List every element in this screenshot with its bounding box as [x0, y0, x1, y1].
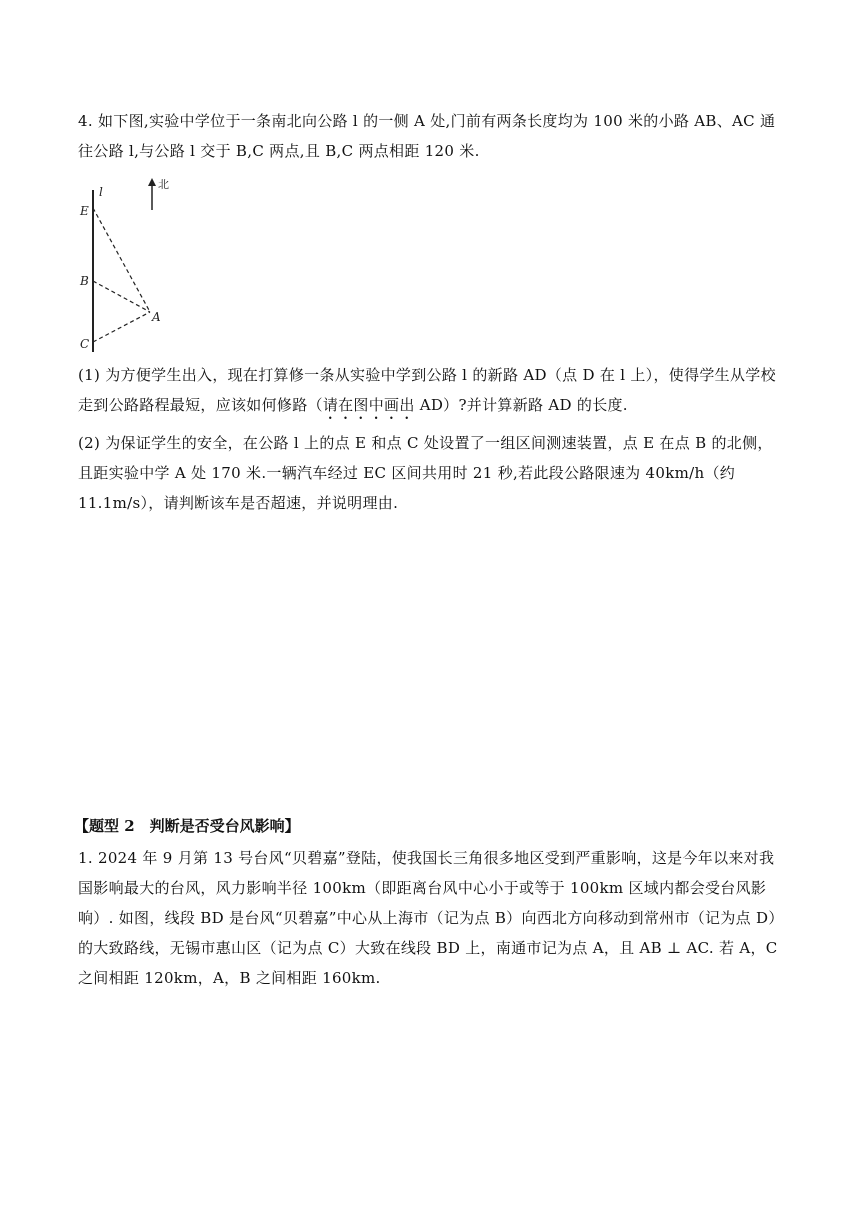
- segment-EA: [93, 208, 150, 312]
- q1-text-a: (1) 为方便学生出入，现在打算修一条从实验中学到公路 l 的新路 AD（点 D 在 l 上），使得学生从学校走到公路路程最短，应该如何修路（: [78, 366, 776, 414]
- north-arrow-icon: [148, 178, 156, 186]
- label-E: E: [80, 204, 89, 218]
- label-C: C: [80, 337, 90, 351]
- label-north: 北: [158, 178, 169, 191]
- q1-dotted-emphasis: 请在图中画出: [322, 396, 415, 414]
- label-B: B: [80, 274, 89, 288]
- section-2-heading: 【题型 2 判断是否受台风影响】: [74, 817, 300, 835]
- section-2-problem-1: 1. 2024 年 9 月第 13 号台风“贝碧嘉”登陆，使我国长三角很多地区受到严重影响，这是今年以来对我国影响最大的台风，风力影响半径 100km（即距离台风中心小于或等于 100km 区域内都会受台风影响）. 如图，线段 BD 是台风“贝碧嘉”中心从上海市（记为点 B）向西北方向移动到常州市（记为点 D）的大致路线，无锡市惠山区（记为点 C）大致在线段 BD 上，南通市记为点 A，且 AB ⊥ AC. 若 A，C 之间相距 120km，A，B 之间相距 160km.: [78, 849, 784, 987]
- problem-4-intro: 4. 如下图,实验中学位于一条南北向公路 l 的一侧 A 处,门前有两条长度均为 100 米的小路 AB、AC 通往公路 l,与公路 l 交于 B,C 两点,且 B,C 两点相距 120 米.: [78, 112, 776, 160]
- q1-text-b: AD）?并计算新路 AD 的长度.: [414, 396, 628, 414]
- label-l: l: [99, 185, 103, 199]
- label-A: A: [152, 310, 161, 324]
- segment-CA: [93, 312, 150, 342]
- problem-4-question-1: [78, 360, 784, 423]
- problem-4-question-2: (2) 为保证学生的安全，在公路 l 上的点 E 和点 C 处设置了一组区间测速装置，点 E 在点 B 的北侧，且距实验中学 A 处 170 米.一辆汽车经过 EC 区间共用时 21 秒,若此段公路限速为 40km/h（约 11.1m/s），请判断该车是否超速，并说明理由.: [78, 434, 773, 512]
- geometry-figure: [76, 176, 186, 356]
